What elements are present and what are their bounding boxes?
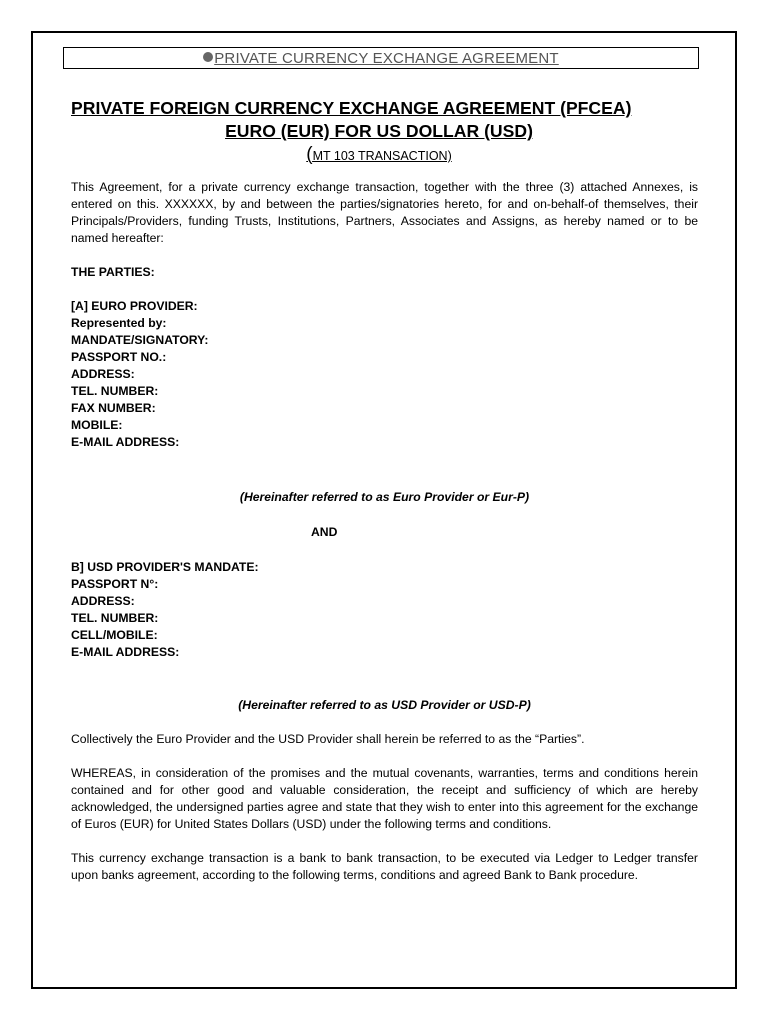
and-separator: AND <box>311 525 338 539</box>
usd-provider-field: PASSPORT N°: <box>71 577 159 591</box>
transaction-type-label <box>71 146 687 165</box>
usd-provider-field: E-MAIL ADDRESS: <box>71 645 180 659</box>
euro-provider-field: MANDATE/SIGNATORY: <box>71 333 209 347</box>
euro-provider-field: PASSPORT NO.: <box>71 350 167 364</box>
transaction-paragraph: This currency exchange transaction is a bank to bank transaction, to be executed via Ledger to Ledger transfer upon banks agreement, according to the following terms, conditions and agreed Bank to Bank procedure. <box>71 851 698 882</box>
agreement-title: PRIVATE FOREIGN CURRENCY EXCHANGE AGREEMENT (PFCEA) <box>71 98 632 118</box>
document-header-label: PRIVATE CURRENCY EXCHANGE AGREEMENT <box>214 49 559 67</box>
euro-provider-field: ADDRESS: <box>71 367 135 381</box>
euro-provider-fields <box>71 298 698 451</box>
usd-provider-referred: (Hereinafter referred to as USD Provider or USD-P) <box>238 698 531 712</box>
usd-provider-field: CELL/MOBILE: <box>71 628 158 642</box>
agreement-subtitle: EURO (EUR) FOR US DOLLAR (USD) <box>225 121 533 141</box>
euro-provider-field: MOBILE: <box>71 418 123 432</box>
usd-provider-field: B] USD PROVIDER'S MANDATE: <box>71 560 259 574</box>
whereas-paragraph: WHEREAS, in consideration of the promises and the mutual covenants, warranties, terms and conditions herein contained and for other good and valuable consideration, the receipt and sufficiency of which are hereby acknowledged, the undersigned parties agree and state that they wish to enter into this agreement for the exchange of Euros (EUR) for United States Dollars (USD) under the following terms and conditions. <box>71 766 698 831</box>
usd-provider-fields <box>71 559 698 661</box>
collectively-paragraph: Collectively the Euro Provider and the USD Provider shall herein be referred to as the “Parties”. <box>71 732 585 746</box>
euro-provider-field: E-MAIL ADDRESS: <box>71 435 180 449</box>
parties-heading: THE PARTIES: <box>71 265 155 279</box>
euro-provider-referred: (Hereinafter referred to as Euro Provider or Eur-P) <box>239 490 530 504</box>
agreement-body <box>71 96 698 884</box>
euro-provider-field: FAX NUMBER: <box>71 401 156 415</box>
usd-provider-field: ADDRESS: <box>71 594 135 608</box>
euro-provider-field: [A] EURO PROVIDER: <box>71 299 198 313</box>
transaction-type-open-paren: ( <box>306 144 313 165</box>
intro-paragraph: This Agreement, for a private currency exchange transaction, together with the three (3) attached Annexes, is entered on this. XXXXXX, by and between the parties/signatories hereto, for and on-behalf-of themselves, their Principals/Providers, funding Trusts, Institutions, Partners, Associates and Assigns, as hereby named or to be named hereafter: <box>71 180 698 245</box>
transaction-type-text: MT 103 TRANSACTION) <box>312 149 452 163</box>
euro-provider-field: Represented by: <box>71 316 167 330</box>
document-header-box <box>63 47 699 69</box>
usd-provider-field: TEL. NUMBER: <box>71 611 159 625</box>
euro-provider-field: TEL. NUMBER: <box>71 384 159 398</box>
bullet-icon <box>203 52 213 62</box>
